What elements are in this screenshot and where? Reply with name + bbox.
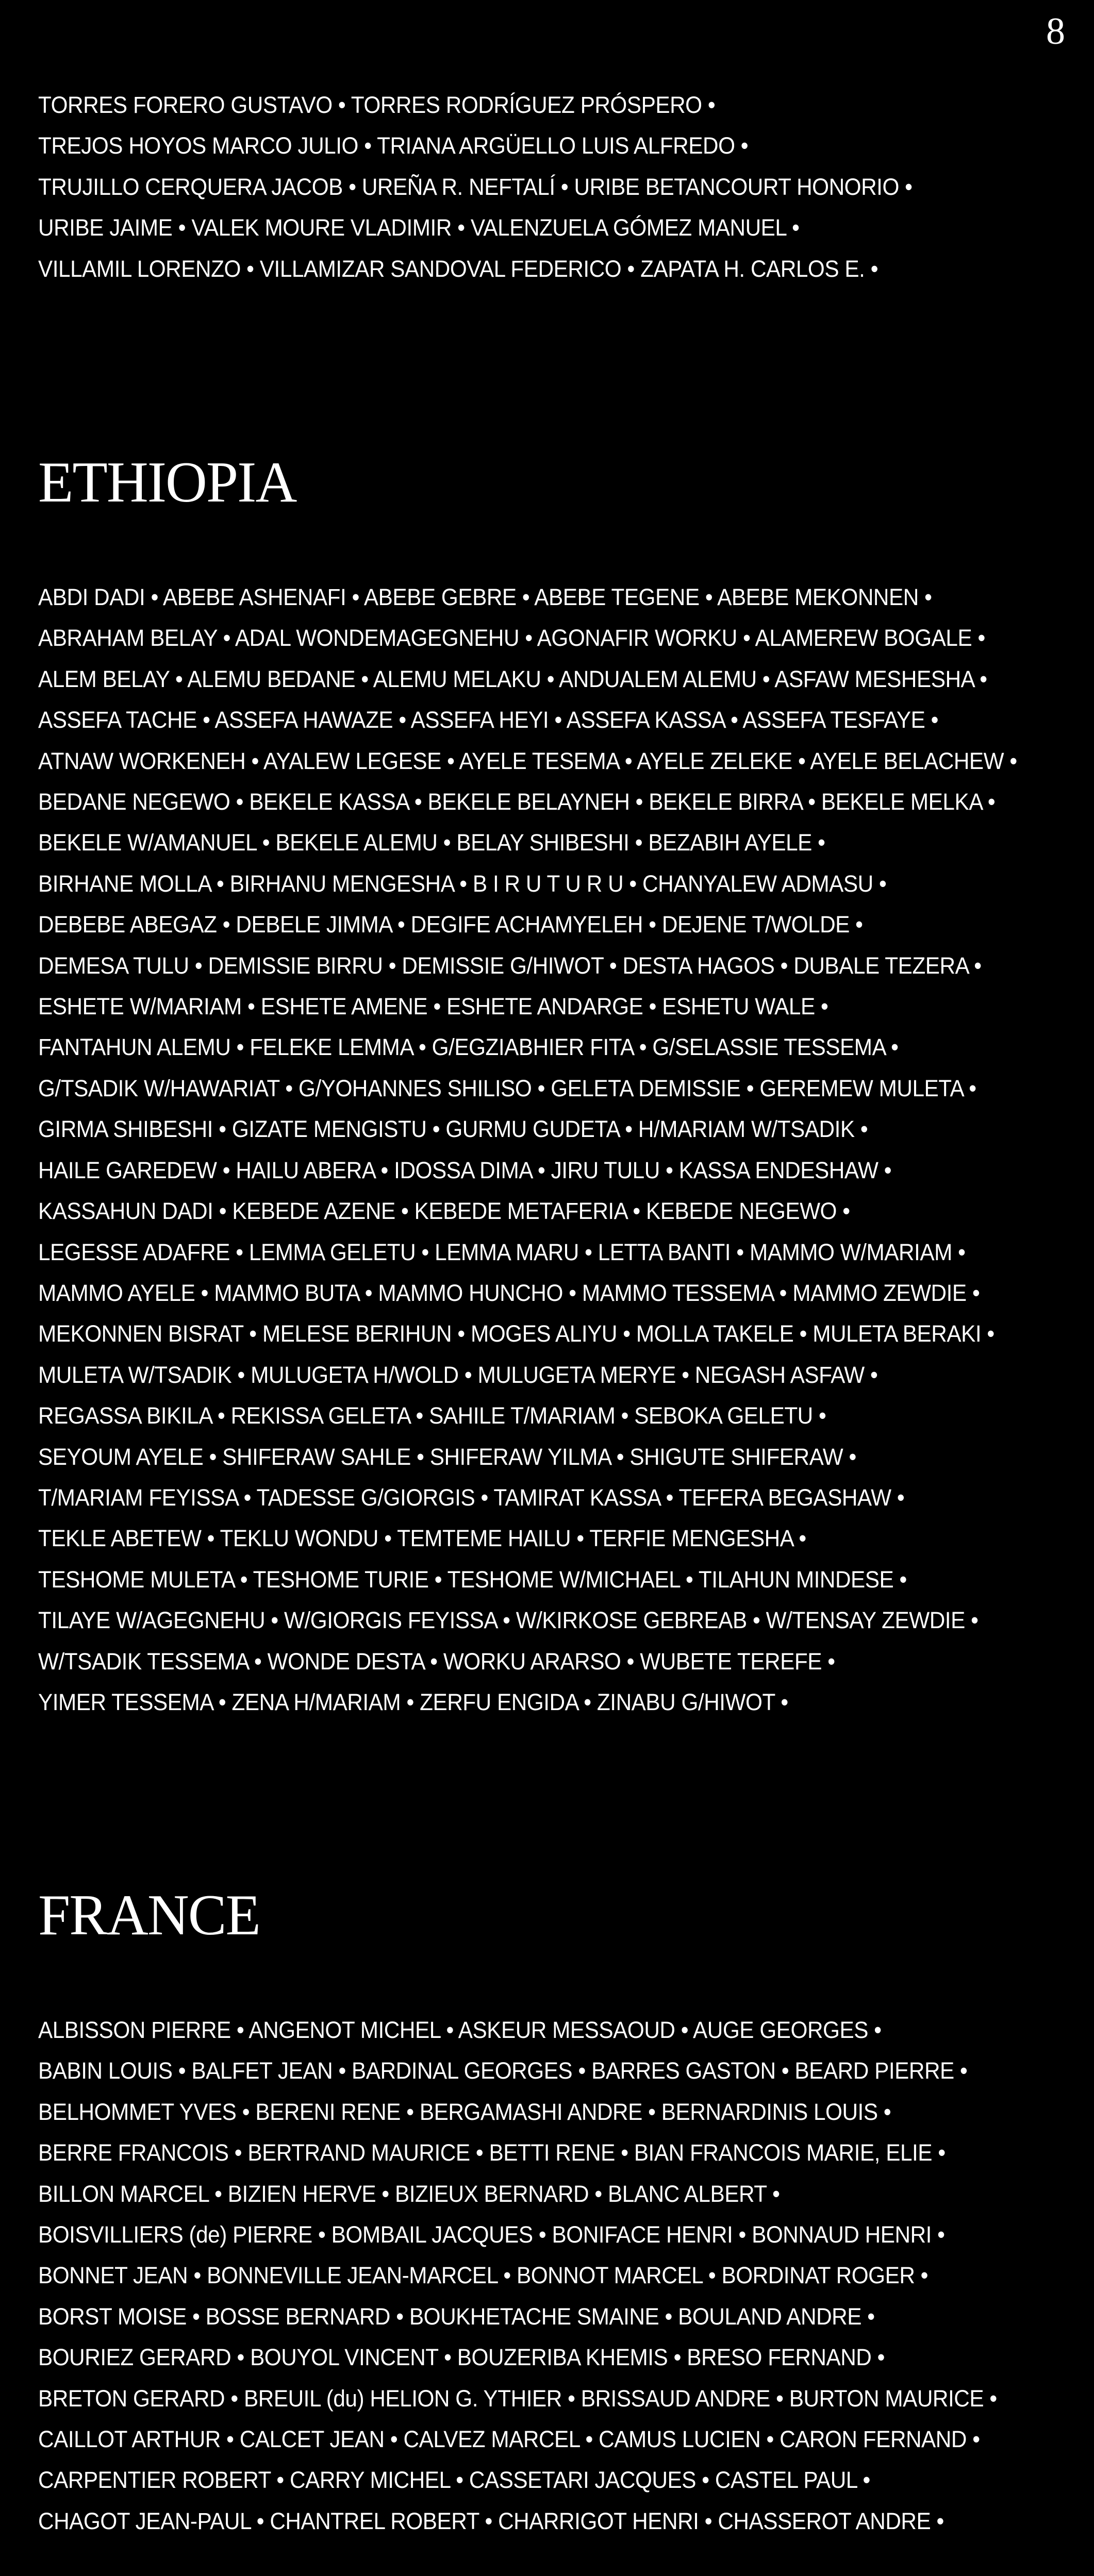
name-line: MULETA W/TSADIK • MULUGETA H/WOLD • MULUGETA MERYE • NEGASH ASFAW • [38,1361,878,1388]
name-line: BOISVILLIERS (de) PIERRE • BOMBAIL JACQUES • BONIFACE HENRI • BONNAUD HENRI • [38,2221,945,2248]
name-line: DEMESA TULU • DEMISSIE BIRRU • DEMISSIE G/HIWOT • DESTA HAGOS • DUBALE TEZERA • [38,952,982,979]
name-line: BABIN LOUIS • BALFET JEAN • BARDINAL GEORGES • BARRES GASTON • BEARD PIERRE • [38,2058,968,2084]
colombia-names-list [38,85,968,289]
france-names-list [38,2010,1058,2541]
name-line: FANTAHUN ALEMU • FELEKE LEMMA • G/EGZIABHIER FITA • G/SELASSIE TESSEMA • [38,1034,899,1061]
name-line: TILAYE W/AGEGNEHU • W/GIORGIS FEYISSA • W/KIRKOSE GEBREAB • W/TENSAY ZEWDIE • [38,1607,979,1634]
name-line: ALEM BELAY • ALEMU BEDANE • ALEMU MELAKU • ANDUALEM ALEMU • ASFAW MESHESHA • [38,665,987,692]
ethiopia-heading: ETHIOPIA [38,450,296,514]
name-line: CARPENTIER ROBERT • CARRY MICHEL • CASSETARI JACQUES • CASTEL PAUL • [38,2467,870,2494]
name-line: CHAGOT JEAN-PAUL • CHANTREL ROBERT • CHARRIGOT HENRI • CHASSEROT ANDRE • [38,2507,944,2534]
name-line: TESHOME MULETA • TESHOME TURIE • TESHOME W/MICHAEL • TILAHUN MINDESE • [38,1566,907,1593]
name-line: BORST MOISE • BOSSE BERNARD • BOUKHETACHE SMAINE • BOULAND ANDRE • [38,2303,875,2330]
name-line: G/TSADIK W/HAWARIAT • G/YOHANNES SHILISO • GELETA DEMISSIE • GEREMEW MULETA • [38,1075,976,1101]
name-line: TEKLE ABETEW • TEKLU WONDU • TEMTEME HAILU • TERFIE MENGESHA • [38,1525,806,1552]
name-line: ASSEFA TACHE • ASSEFA HAWAZE • ASSEFA HEYI • ASSEFA KASSA • ASSEFA TESFAYE • [38,707,938,733]
name-line: VILLAMIL LORENZO • VILLAMIZAR SANDOVAL FEDERICO • ZAPATA H. CARLOS E. • [38,255,878,282]
name-line: HAILE GAREDEW • HAILU ABERA • IDOSSA DIMA • JIRU TULU • KASSA ENDESHAW • [38,1157,892,1183]
name-line: W/TSADIK TESSEMA • WONDE DESTA • WORKU ARARSO • WUBETE TEREFE • [38,1648,835,1675]
name-line: ESHETE W/MARIAM • ESHETE AMENE • ESHETE ANDARGE • ESHETU WALE • [38,993,828,1020]
name-line: SEYOUM AYELE • SHIFERAW SAHLE • SHIFERAW YILMA • SHIGUTE SHIFERAW • [38,1443,856,1470]
name-line: BEDANE NEGEWO • BEKELE KASSA • BEKELE BELAYNEH • BEKELE BIRRA • BEKELE MELKA • [38,789,996,815]
name-line: BONNET JEAN • BONNEVILLE JEAN-MARCEL • BONNOT MARCEL • BORDINAT ROGER • [38,2262,929,2289]
name-line: YIMER TESSEMA • ZENA H/MARIAM • ZERFU ENGIDA • ZINABU G/HIWOT • [38,1688,788,1715]
name-line: LEGESSE ADAFRE • LEMMA GELETU • LEMMA MARU • LETTA BANTI • MAMMO W/MARIAM • [38,1239,966,1265]
france-heading: FRANCE [38,1883,260,1947]
name-line: T/MARIAM FEYISSA • TADESSE G/GIORGIS • TAMIRAT KASSA • TEFERA BEGASHAW • [38,1484,905,1511]
ethiopia-names-list [38,577,1080,1722]
name-line: BIRHANE MOLLA • BIRHANU MENGESHA • B I R U T U R U • CHANYALEW ADMASU • [38,870,887,897]
name-line: BRETON GERARD • BREUIL (du) HELION G. YTHIER • BRISSAUD ANDRE • BURTON MAURICE • [38,2385,997,2412]
name-line: ABDI DADI • ABEBE ASHENAFI • ABEBE GEBRE • ABEBE TEGENE • ABEBE MEKONNEN • [38,584,932,610]
name-line: MEKONNEN BISRAT • MELESE BERIHUN • MOGES ALIYU • MOLLA TAKELE • MULETA BERAKI • [38,1320,994,1347]
name-line: BEKELE W/AMANUEL • BEKELE ALEMU • BELAY SHIBESHI • BEZABIH AYELE • [38,829,825,856]
name-line: BELHOMMET YVES • BERENI RENE • BERGAMASHI ANDRE • BERNARDINIS LOUIS • [38,2098,891,2125]
name-line: TORRES FORERO GUSTAVO • TORRES RODRÍGUEZ PRÓSPERO • [38,92,716,118]
name-line: GIRMA SHIBESHI • GIZATE MENGISTU • GURMU GUDETA • H/MARIAM W/TSADIK • [38,1116,868,1143]
name-line: DEBEBE ABEGAZ • DEBELE JIMMA • DEGIFE ACHAMYELEH • DEJENE T/WOLDE • [38,911,863,938]
name-line: ATNAW WORKENEH • AYALEW LEGESE • AYELE TESEMA • AYELE ZELEKE • AYELE BELACHEW • [38,747,1017,774]
name-line: REGASSA BIKILA • REKISSA GELETA • SAHILE T/MARIAM • SEBOKA GELETU • [38,1402,826,1429]
name-line: BERRE FRANCOIS • BERTRAND MAURICE • BETTI RENE • BIAN FRANCOIS MARIE, ELIE • [38,2139,946,2166]
name-line: TREJOS HOYOS MARCO JULIO • TRIANA ARGÜELLO LUIS ALFREDO • [38,132,749,159]
name-line: TRUJILLO CERQUERA JACOB • UREÑA R. NEFTALÍ • URIBE BETANCOURT HONORIO • [38,173,913,200]
name-line: BILLON MARCEL • BIZIEN HERVE • BIZIEUX BERNARD • BLANC ALBERT • [38,2180,780,2207]
name-line: KASSAHUN DADI • KEBEDE AZENE • KEBEDE METAFERIA • KEBEDE NEGEWO • [38,1198,850,1225]
name-line: CAILLOT ARTHUR • CALCET JEAN • CALVEZ MARCEL • CAMUS LUCIEN • CARON FERNAND • [38,2426,980,2453]
name-line: URIBE JAIME • VALEK MOURE VLADIMIR • VALENZUELA GÓMEZ MANUEL • [38,214,800,241]
name-line: BOURIEZ GERARD • BOUYOL VINCENT • BOUZERIBA KHEMIS • BRESO FERNAND • [38,2344,885,2371]
name-line: ABRAHAM BELAY • ADAL WONDEMAGEGNEHU • AGONAFIR WORKU • ALAMEREW BOGALE • [38,625,985,651]
name-line: MAMMO AYELE • MAMMO BUTA • MAMMO HUNCHO • MAMMO TESSEMA • MAMMO ZEWDIE • [38,1279,980,1306]
page-number: 8 [1046,10,1065,53]
name-line: ALBISSON PIERRE • ANGENOT MICHEL • ASKEUR MESSAOUD • AUGE GEORGES • [38,2017,882,2043]
